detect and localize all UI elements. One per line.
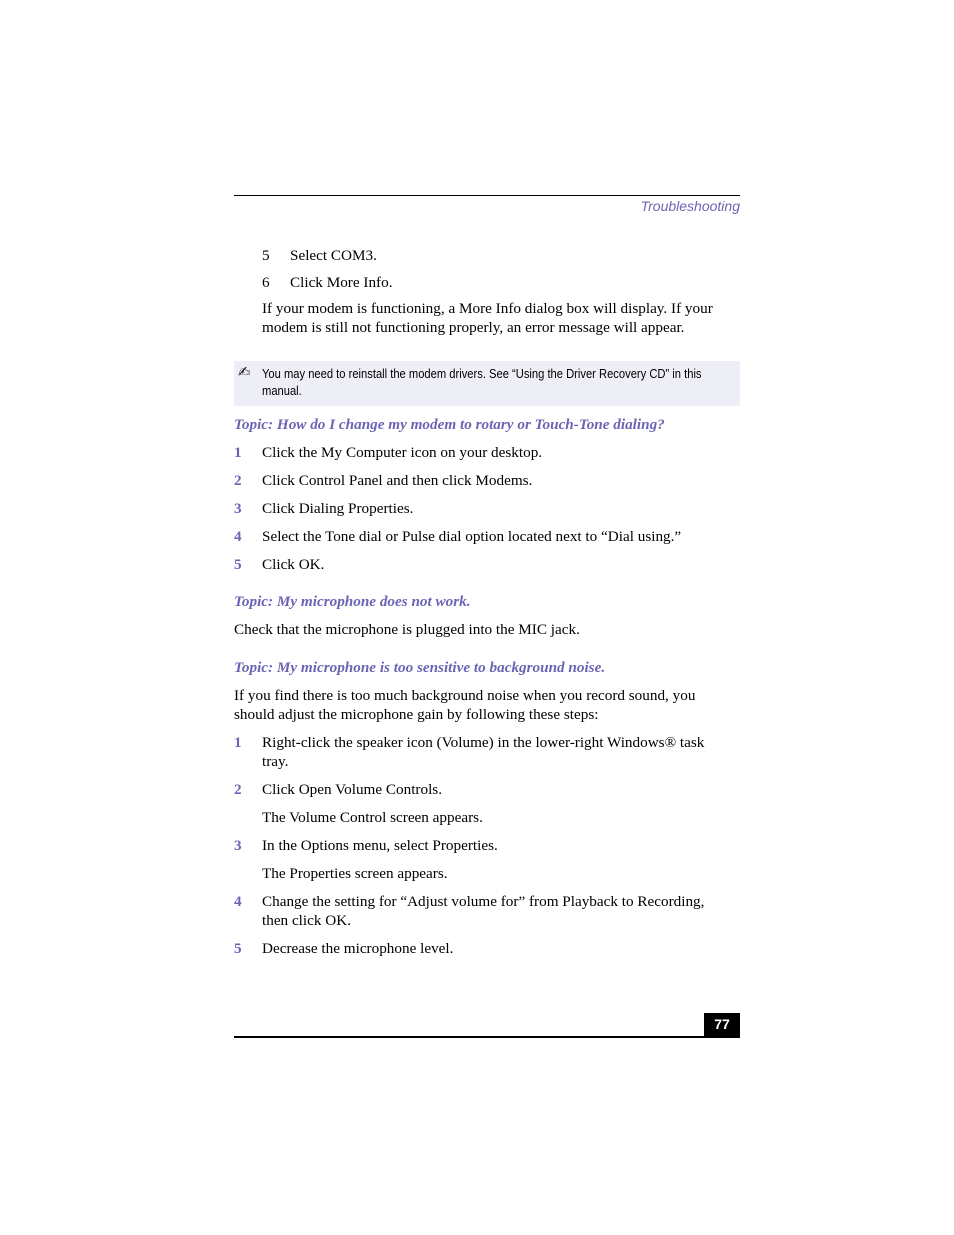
step-number: 5 [262,247,270,264]
step-number: 5 [234,940,242,957]
step-text: Select the Tone dial or Pulse dial option located next to “Dial using.” [262,528,682,545]
step-result: The Volume Control screen appears. [262,809,483,826]
note-text: You may need to reinstall the modem drivers. See “Using the Driver Recovery CD” in this manual. [262,366,702,398]
step-text: Change the setting for “Adjust volume for” from Playback to Recording, then click OK. [262,893,705,929]
step-text: Select COM3. [290,247,377,264]
topic-heading-mic-sensitive: Topic: My microphone is too sensitive to background noise. [234,659,606,676]
step-result-paragraph: If your modem is functioning, a More Info dialog box will display. If your modem is still not functioning properly, an error message will appear. [262,300,713,336]
step-text: Decrease the microphone level. [262,940,454,957]
step-number: 3 [234,500,242,517]
step-number: 1 [234,444,242,461]
step-text: In the Options menu, select Properties. [262,837,498,854]
page-number: 77 [704,1013,740,1036]
step-text: Click OK. [262,556,325,573]
running-header: Troubleshooting [640,198,740,214]
footer-rule [234,1036,740,1038]
topic-body: If you find there is too much background noise when you record sound, you should adjust the microphone gain by following these steps: [234,687,696,723]
step-text: Click Dialing Properties. [262,500,414,517]
step-number: 1 [234,734,242,751]
step-text: Right-click the speaker icon (Volume) in the lower-right Windows® task tray. [262,734,705,770]
step-number: 4 [234,528,242,545]
note-box [234,361,740,406]
topic-heading-dialing: Topic: How do I change my modem to rotary or Touch-Tone dialing? [234,416,665,433]
step-number: 5 [234,556,242,573]
topic-body: Check that the microphone is plugged into the MIC jack. [234,621,580,638]
manual-page [234,0,740,1235]
step-text: Click Open Volume Controls. [262,781,443,798]
step-number: 2 [234,472,242,489]
step-text: Click More Info. [290,274,393,291]
step-number: 6 [262,274,270,291]
step-number: 3 [234,837,242,854]
header-rule [234,195,740,196]
step-text: Click the My Computer icon on your desktop. [262,444,543,461]
step-result: The Properties screen appears. [262,865,448,882]
step-number: 2 [234,781,242,798]
topic-heading-mic-not-work: Topic: My microphone does not work. [234,593,471,610]
step-text: Click Control Panel and then click Modems. [262,472,533,489]
pencil-note-icon: ✍ [238,363,251,381]
step-number: 4 [234,893,242,910]
